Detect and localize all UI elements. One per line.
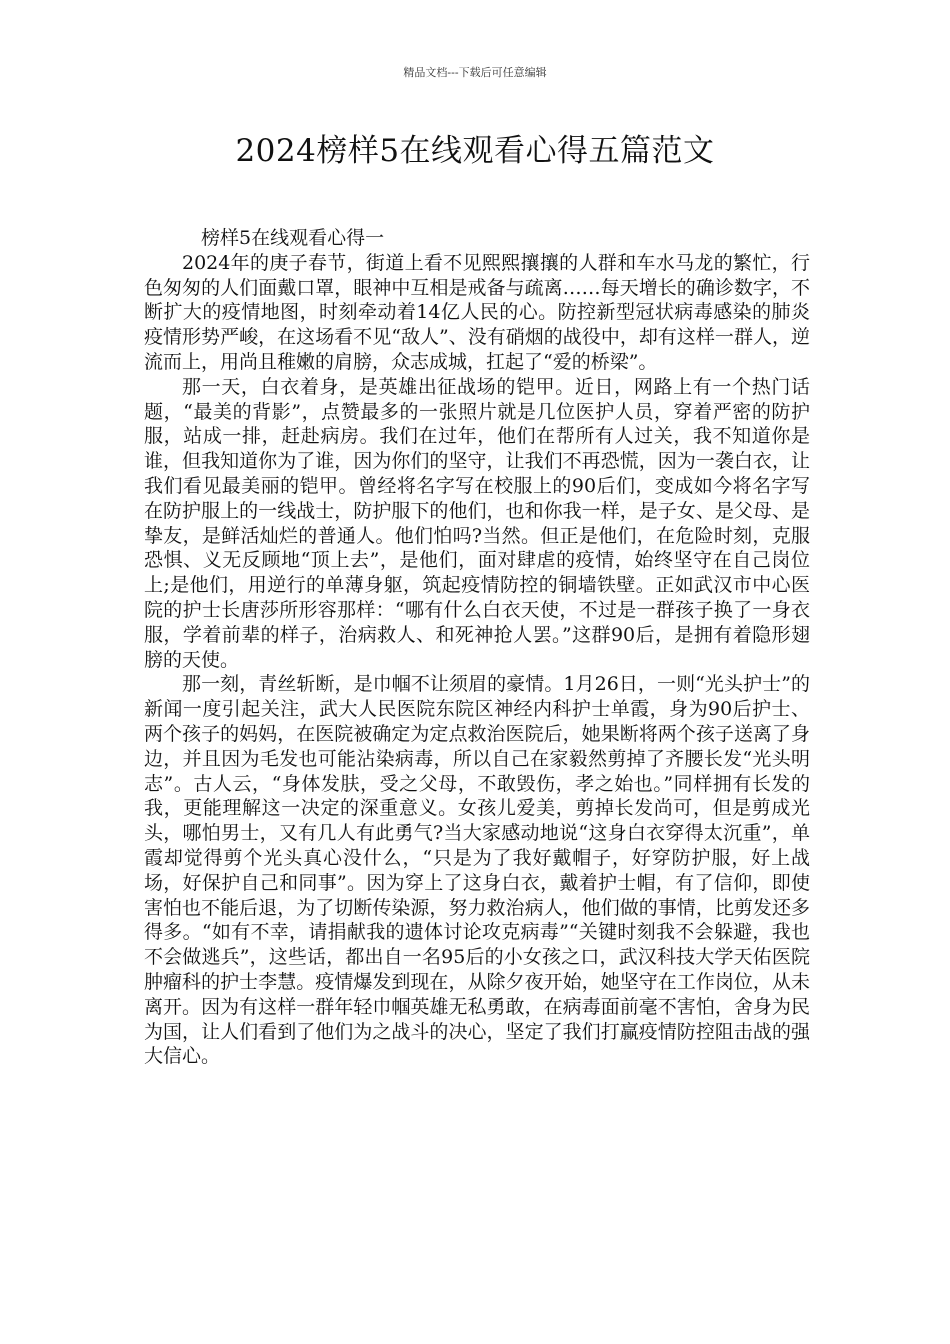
paragraph-1: 2024年的庚子春节，街道上看不见熙熙攘攘的人群和车水马龙的繁忙，行色匆匆的人们面戴口罩，眼神中互相是戒备与疏离……每天增长的确诊数字，不断扩大的疫情地图，时刻牵动着14亿人民的心。防控新型冠状病毒感染的肺炎疫情形势严峻，在这场看不见“敌人”、没有硝烟的战役中，却有这样一群人，逆流而上，用尚且稚嫩的肩膀，众志成城，扛起了“爱的桥梁”。	[144, 251, 810, 373]
document-body	[144, 226, 810, 1069]
section-heading: 榜样5在线观看心得一	[201, 227, 385, 249]
document-title: 2024榜样5在线观看心得五篇范文	[235, 133, 715, 169]
paragraph-3: 那一刻，青丝斩断，是巾帼不让须眉的豪情。1月26日，一则“光头护士”的新闻一度引起关注，武大人民医院东院区神经内科护士单霞，身为90后护士、两个孩子的妈妈，在医院被确定为定点救治医院后，她果断将两个孩子送离了身边，并且因为毛发也可能沾染病毒，所以自己在家毅然剪掉了齐腰长发“光头明志”。古人云，“身体发肤，受之父母，不敢毁伤，孝之始也。”同样拥有长发的我，更能理解这一决定的深重意义。女孩儿爱美，剪掉长发尚可，但是剪成光头，哪怕男士，又有几人有此勇气?当大家感动地说“这身白衣穿得太沉重”，单霞却觉得剪个光头真心没什么，“只是为了我好戴帽子，好穿防护服，好上战场，好保护自己和同事”。因为穿上了这身白衣，戴着护士帽，有了信仰，即使害怕也不能后退，为了切断传染源，努力救治病人，他们做的事情，比剪发还多得多。“如有不幸，请捐献我的遗体讨论攻克病毒”“关键时刻我不会躲避，我也不会做逃兵”，这些话，都出自一名95后的小女孩之口，武汉科技大学天佑医院肿瘤科的护士李慧。疫情爆发到现在，从除夕夜开始，她坚守在工作岗位，从未离开。因为有这样一群年轻巾帼英雄无私勇敢，在病毒面前毫不害怕，舍身为民为国，让人们看到了他们为之战斗的决心，坚定了我们打赢疫情防控阻击战的强大信心。	[144, 673, 810, 1068]
page-header-note: 精品文档---下载后可任意编辑	[403, 66, 547, 79]
paragraph-2: 那一天，白衣着身，是英雄出征战场的铠甲。近日，网路上有一个热门话题，“最美的背影”，点赞最多的一张照片就是几位医护人员，穿着严密的防护服，站成一排，赶赴病房。我们在过年，他们在帮所有人过关，我不知道你是谁，但我知道你为了谁，因为你们的坚守，让我们不再恐慌，因为一袭白衣，让我们看见最美丽的铠甲。曾经将名字写在校服上的90后们，变成如今将名字写在防护服上的一线战士，防护服下的他们，也和你我一样，是子女、是父母、是挚友，是鲜活灿烂的普通人。他们怕吗?当然。但正是他们，在危险时刻，克服恐惧、义无反顾地“顶上去”，是他们，面对肆虐的疫情，始终坚守在自己岗位上;是他们，用逆行的单薄身躯，筑起疫情防控的铜墙铁壁。正如武汉市中心医院的护士长唐莎所形容那样：“哪有什么白衣天使，不过是一群孩子换了一身衣服，学着前辈的样子，治病救人、和死神抢人罢。”这群90后，是拥有着隐形翅膀的天使。	[144, 375, 810, 671]
